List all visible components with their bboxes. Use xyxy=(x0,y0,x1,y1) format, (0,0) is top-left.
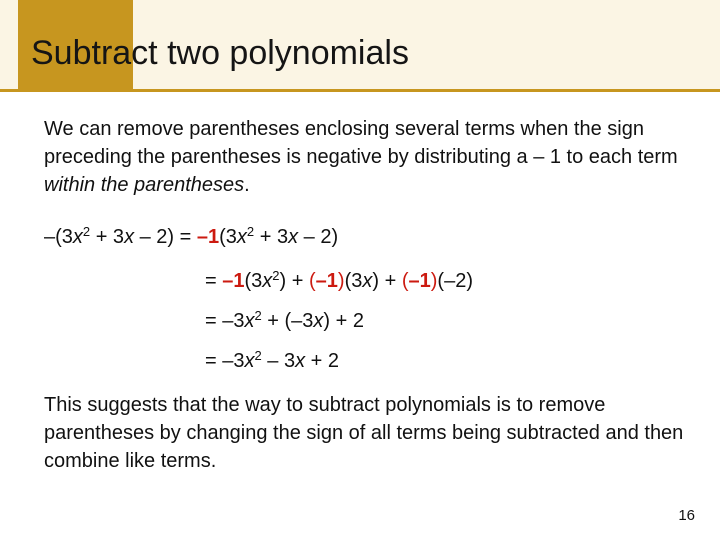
equation-term: ) + xyxy=(279,270,309,292)
equation-term: + 3 xyxy=(254,226,289,248)
equation-term: – 2) = xyxy=(134,226,197,248)
exponent: 2 xyxy=(254,348,262,363)
equation-line xyxy=(205,307,364,335)
equation-term: (–2) xyxy=(437,270,473,292)
equation-line xyxy=(205,267,473,295)
equation-term: ) + xyxy=(372,270,402,292)
equation-term: –1 xyxy=(408,270,431,292)
equation-term: x xyxy=(295,350,306,372)
equation-term: x xyxy=(288,226,299,248)
intro-period: . xyxy=(244,174,250,196)
equation-term: (3 xyxy=(244,270,263,292)
conclusion-paragraph: This suggests that the way to subtract polynomials is to remove parentheses by changing the sign of all terms being subtracted and then combine like terms. xyxy=(44,394,684,472)
title-underline-rule xyxy=(0,89,720,92)
equation-term: –(3 xyxy=(44,226,73,248)
equation-term: ) + 2 xyxy=(323,310,364,332)
equation-term: + (–3 xyxy=(261,310,314,332)
slide-title: Subtract two polynomials xyxy=(31,34,409,72)
equation-term: x xyxy=(244,350,255,372)
equation-term: x xyxy=(362,270,373,292)
equation-term: x xyxy=(124,226,135,248)
equation-term: –1 xyxy=(315,270,338,292)
equation-term: = –3 xyxy=(205,310,245,332)
equation-term: – 2) xyxy=(298,226,339,248)
intro-italic-text: within the parentheses xyxy=(44,174,245,196)
equation-term: + 2 xyxy=(305,350,339,372)
equation-term: = xyxy=(205,270,223,292)
equation-term: x xyxy=(72,226,83,248)
equation-term: –1 xyxy=(196,226,220,248)
equation-term: ) xyxy=(430,270,438,292)
equation-term: (3 xyxy=(344,270,363,292)
exponent: 2 xyxy=(254,308,262,323)
exponent: 2 xyxy=(272,268,280,283)
equation-term: + 3 xyxy=(90,226,125,248)
equation-term: x xyxy=(262,270,273,292)
equation-term: – 3 xyxy=(261,350,296,372)
intro-text: We can remove parentheses enclosing several terms when the sign preceding the parentheses is negative by distributing a – 1 to each term xyxy=(44,118,678,168)
equation-term: (3 xyxy=(219,226,237,248)
intro-paragraph xyxy=(44,115,694,199)
equation-term: ( xyxy=(308,270,316,292)
equation-term: ( xyxy=(401,270,409,292)
equation-term: = –3 xyxy=(205,350,245,372)
exponent: 2 xyxy=(246,224,255,239)
equation-line xyxy=(205,347,339,375)
equation-term: x xyxy=(313,310,324,332)
equation-term: x xyxy=(244,310,255,332)
page-number: 16 xyxy=(678,507,695,524)
equation-term: –1 xyxy=(222,270,245,292)
equation-term: x xyxy=(236,226,247,248)
equation-line xyxy=(44,223,338,251)
exponent: 2 xyxy=(82,224,91,239)
equation-term: ) xyxy=(337,270,345,292)
